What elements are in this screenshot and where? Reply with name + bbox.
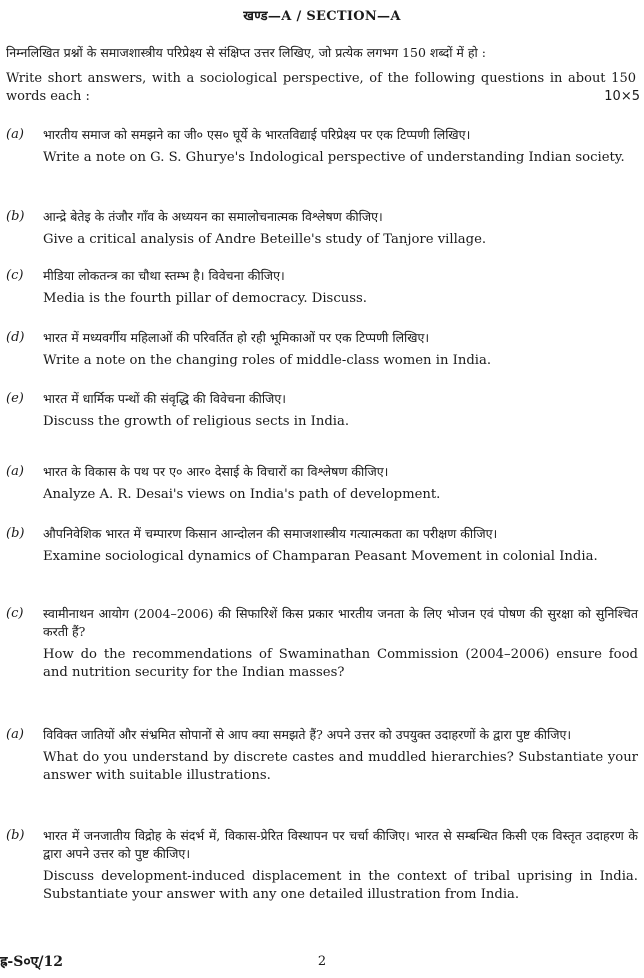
question-label: (a) (6, 127, 24, 142)
question-english: Media is the fourth pillar of democracy. Discuss. (43, 291, 367, 306)
question-item (6, 390, 638, 431)
question-label: (c) (6, 606, 24, 621)
marks-label: 10×5 (604, 89, 640, 104)
instructions-hindi: निम्नलिखित प्रश्नों के समाजशास्त्रीय परिप्रेक्ष्य से संक्षिप्त उत्तर लिखिए, जो प्रत्येक लगभग 150 शब्दों में हो : (6, 45, 486, 60)
question-hindi: विविक्त जातियों और संभ्रमित सोपानों से आप क्या समझते हैं? अपने उत्तर को उपयुक्त उदाहरणों के द्वारा पुष्ट कीजिए। (43, 727, 572, 742)
question-hindi: मीडिया लोकतन्त्र का चौथा स्तम्भ है। विवेचना कीजिए। (43, 268, 285, 283)
question-english: Give a critical analysis of Andre Beteille's study of Tanjore village. (43, 232, 487, 247)
question-item (6, 126, 638, 167)
question-hindi: भारतीय समाज को समझने का जी० एस० घूर्ये के भारतविद्याई परिप्रेक्ष्य पर एक टिप्पणी लिखिए। (43, 127, 471, 142)
question-item (6, 329, 638, 370)
question-hindi: भारत के विकास के पथ पर ए० आर० देसाई के विचारों का विश्लेषण कीजिए। (43, 464, 389, 479)
question-english: What do you understand by discrete castes and muddled hierarchies? Substantiate your answer with suitable illustrations. (43, 750, 638, 783)
question-item (6, 726, 638, 785)
question-english: Analyze A. R. Desai's views on India's path of development. (43, 487, 441, 502)
question-hindi: भारत में मध्यवर्गीय महिलाओं की परिवर्तित हो रही भूमिकाओं पर एक टिप्पणी लिखिए। (43, 330, 430, 345)
instructions-english: Write short answers, with a sociological perspective, of the following questions in about 150 words each : (6, 71, 636, 104)
question-label: (e) (6, 391, 24, 406)
question-hindi: स्वामीनाथन आयोग (2004–2006) की सिफारिशें किस प्रकार भारतीय जनता के लिए भोजन एवं पोषण की सुरक्षा को सुनिश्चित करती हैं? (43, 606, 638, 639)
page-number: 2 (317, 954, 327, 969)
question-item (6, 267, 638, 308)
question-label: (b) (6, 828, 25, 843)
question-hindi: औपनिवेशिक भारत में चम्पारण किसान आन्दोलन की समाजशास्त्रीय गत्यात्मकता का परीक्षण कीजिए। (43, 526, 498, 541)
question-label: (a) (6, 464, 24, 479)
section-title: खण्ड—A / SECTION—A (243, 9, 401, 24)
question-item (6, 208, 638, 249)
question-english: How do the recommendations of Swaminathan Commission (2004–2006) ensure food and nutrition security for the Indian masses? (43, 647, 638, 680)
question-item (6, 605, 638, 682)
paper-code: ह्र-S०ए्/12 (0, 954, 63, 970)
question-hindi: भारत में जनजातीय विद्रोह के संदर्भ में, विकास-प्रेरित विस्थापन पर चर्चा कीजिए। भारत से सम्बन्धित किसी एक विस्तृत उदाहरण के द्वारा अपने उत्तर को पुष्ट कीजिए। (43, 828, 638, 861)
question-item (6, 463, 638, 504)
question-english: Write a note on the changing roles of middle-class women in India. (43, 353, 492, 368)
question-label: (a) (6, 727, 24, 742)
question-item (6, 827, 638, 904)
question-english: Discuss the growth of religious sects in India. (43, 414, 350, 429)
question-label: (b) (6, 209, 25, 224)
question-item (6, 525, 638, 566)
question-hindi: भारत में धार्मिक पन्थों की संवृद्धि की विवेचना कीजिए। (43, 391, 286, 406)
question-label: (c) (6, 268, 24, 283)
question-label: (b) (6, 526, 25, 541)
question-english: Write a note on G. S. Ghurye's Indological perspective of understanding Indian society. (43, 150, 625, 165)
question-english: Examine sociological dynamics of Champaran Peasant Movement in colonial India. (43, 549, 598, 564)
question-english: Discuss development-induced displacement in the context of tribal uprising in India. Substantiate your answer with any one detailed illustration from India. (43, 869, 638, 902)
question-label: (d) (6, 330, 25, 345)
question-hindi: आन्द्रे बेतेइ के तंजौर गाँव के अध्ययन का समालोचनात्मक विश्लेषण कीजिए। (43, 209, 383, 224)
